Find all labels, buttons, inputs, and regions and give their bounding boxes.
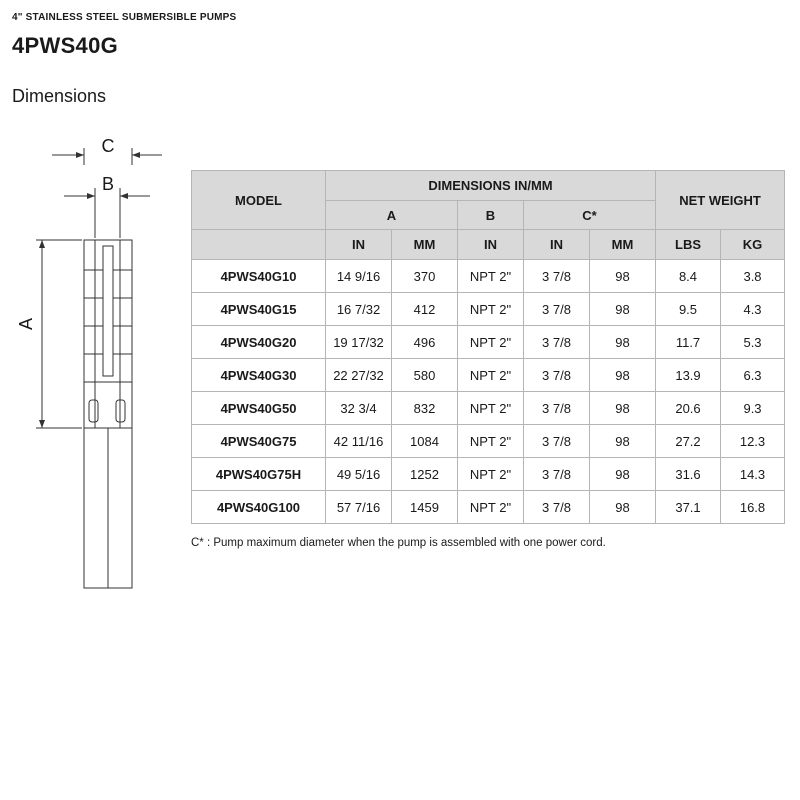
cell-a-in: 19 17/32	[326, 326, 392, 359]
b-arrow-left	[87, 193, 95, 199]
cell-a-mm: 1084	[392, 425, 458, 458]
cell-c-in: 3 7/8	[524, 260, 590, 293]
footnote: C* : Pump maximum diameter when the pump is assembled with one power cord.	[191, 537, 606, 549]
cell-model: 4PWS40G30	[192, 359, 326, 392]
table-body	[192, 260, 785, 524]
cell-c-in: 3 7/8	[524, 491, 590, 524]
header-c-mm: MM	[590, 230, 656, 260]
cell-lbs: 37.1	[656, 491, 721, 524]
table-row	[192, 293, 785, 326]
dimension-label-b: B	[101, 174, 115, 194]
table-row	[192, 458, 785, 491]
cell-c-in: 3 7/8	[524, 392, 590, 425]
cell-model: 4PWS40G15	[192, 293, 326, 326]
cell-b-in: NPT 2"	[458, 293, 524, 326]
cell-a-mm: 370	[392, 260, 458, 293]
cell-a-in: 14 9/16	[326, 260, 392, 293]
cell-lbs: 11.7	[656, 326, 721, 359]
a-arrow-top	[39, 240, 45, 248]
cell-a-in: 42 11/16	[326, 425, 392, 458]
cell-a-mm: 412	[392, 293, 458, 326]
cell-c-mm: 98	[590, 326, 656, 359]
cell-b-in: NPT 2"	[458, 392, 524, 425]
c-arrow-left	[76, 152, 84, 158]
cell-lbs: 9.5	[656, 293, 721, 326]
cell-kg: 6.3	[721, 359, 785, 392]
section-title: Dimensions	[12, 86, 107, 106]
header-net-weight: NET WEIGHT	[656, 171, 785, 230]
cell-kg: 12.3	[721, 425, 785, 458]
c-arrow-right	[132, 152, 140, 158]
cell-b-in: NPT 2"	[458, 359, 524, 392]
header-a-mm: MM	[392, 230, 458, 260]
cell-model: 4PWS40G10	[192, 260, 326, 293]
pump-intake-slot-left	[89, 400, 98, 422]
cell-a-in: 57 7/16	[326, 491, 392, 524]
cell-kg: 4.3	[721, 293, 785, 326]
cell-b-in: NPT 2"	[458, 491, 524, 524]
cell-c-mm: 98	[590, 458, 656, 491]
header-a: A	[326, 201, 458, 230]
dimensions-table	[191, 170, 785, 524]
cell-a-in: 16 7/32	[326, 293, 392, 326]
header-b: B	[458, 201, 524, 230]
cell-lbs: 13.9	[656, 359, 721, 392]
b-arrow-right	[120, 193, 128, 199]
cell-c-mm: 98	[590, 392, 656, 425]
table-row	[192, 359, 785, 392]
cell-lbs: 20.6	[656, 392, 721, 425]
cell-kg: 5.3	[721, 326, 785, 359]
a-arrow-bottom	[39, 420, 45, 428]
header-dimensions: DIMENSIONS IN/MM	[326, 171, 656, 201]
header-c-in: IN	[524, 230, 590, 260]
dimension-label-a: A	[16, 317, 36, 331]
cell-a-in: 32 3/4	[326, 392, 392, 425]
cell-c-mm: 98	[590, 293, 656, 326]
cell-c-in: 3 7/8	[524, 326, 590, 359]
cell-c-mm: 98	[590, 359, 656, 392]
model-title: 4PWS40G	[12, 33, 119, 58]
cell-kg: 14.3	[721, 458, 785, 491]
header-b-in: IN	[458, 230, 524, 260]
cell-model: 4PWS40G20	[192, 326, 326, 359]
cell-b-in: NPT 2"	[458, 458, 524, 491]
cell-a-mm: 832	[392, 392, 458, 425]
cell-model: 4PWS40G100	[192, 491, 326, 524]
header-kg: KG	[721, 230, 785, 260]
cell-b-in: NPT 2"	[458, 326, 524, 359]
pump-dimension-drawing	[0, 130, 180, 600]
cell-kg: 3.8	[721, 260, 785, 293]
header-a-in: IN	[326, 230, 392, 260]
cell-model: 4PWS40G75H	[192, 458, 326, 491]
table-row	[192, 392, 785, 425]
cell-a-mm: 1459	[392, 491, 458, 524]
cell-c-in: 3 7/8	[524, 293, 590, 326]
cell-a-in: 49 5/16	[326, 458, 392, 491]
cell-a-mm: 1252	[392, 458, 458, 491]
document-subtitle: 4" STAINLESS STEEL SUBMERSIBLE PUMPS	[12, 12, 237, 23]
table-row	[192, 491, 785, 524]
header-model-blank	[192, 230, 326, 260]
dimension-label-c: C	[101, 136, 115, 156]
cell-model: 4PWS40G75	[192, 425, 326, 458]
table-row	[192, 260, 785, 293]
cell-c-in: 3 7/8	[524, 458, 590, 491]
table-row	[192, 326, 785, 359]
cell-model: 4PWS40G50	[192, 392, 326, 425]
cell-c-mm: 98	[590, 260, 656, 293]
cell-b-in: NPT 2"	[458, 425, 524, 458]
cell-lbs: 31.6	[656, 458, 721, 491]
cell-c-in: 3 7/8	[524, 425, 590, 458]
cell-a-mm: 580	[392, 359, 458, 392]
header-c: C*	[524, 201, 656, 230]
cell-a-in: 22 27/32	[326, 359, 392, 392]
cell-kg: 16.8	[721, 491, 785, 524]
cell-kg: 9.3	[721, 392, 785, 425]
cell-a-mm: 496	[392, 326, 458, 359]
cell-lbs: 8.4	[656, 260, 721, 293]
cell-b-in: NPT 2"	[458, 260, 524, 293]
cell-c-mm: 98	[590, 491, 656, 524]
cell-lbs: 27.2	[656, 425, 721, 458]
header-lbs: LBS	[656, 230, 721, 260]
cell-c-in: 3 7/8	[524, 359, 590, 392]
header-model: MODEL	[192, 171, 326, 230]
cell-c-mm: 98	[590, 425, 656, 458]
table-row	[192, 425, 785, 458]
pump-cable-guard	[103, 246, 113, 376]
